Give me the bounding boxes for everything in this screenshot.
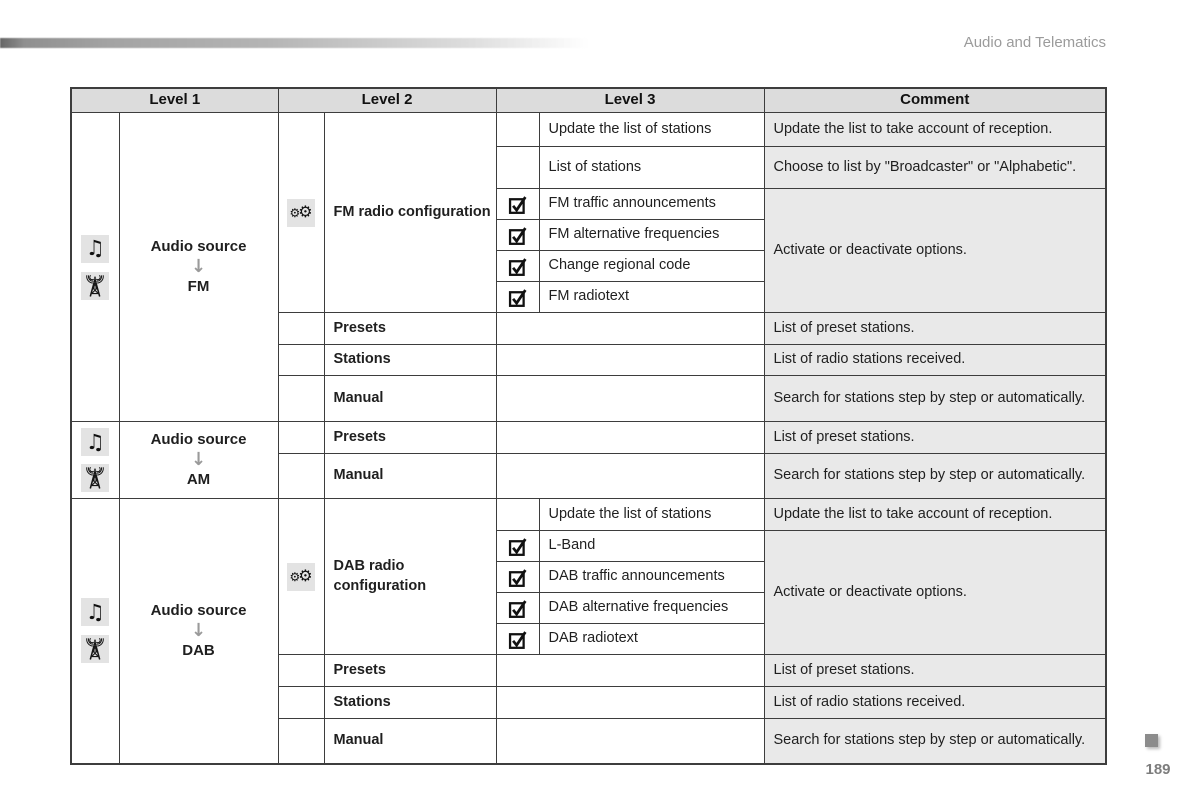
level2-item-label: Presets xyxy=(324,655,496,687)
level2-icon-cell-empty xyxy=(278,376,324,422)
level3-item-label: FM radiotext xyxy=(539,282,764,313)
audio-source-label: Audio source xyxy=(150,601,247,619)
gears-icon: ⚙⚙ xyxy=(287,199,315,227)
level3-icon-cell-empty xyxy=(496,113,539,147)
level2-item-label: Presets xyxy=(324,313,496,345)
checkbox-checked-icon xyxy=(496,220,539,251)
col-header-comment: Comment xyxy=(764,88,1106,113)
checkbox-checked-icon xyxy=(496,189,539,220)
comment-text: Update the list to take account of reception. xyxy=(764,499,1106,531)
level2-icon-cell-empty xyxy=(278,454,324,499)
level3-icon-cell-empty xyxy=(496,499,539,531)
band-label: FM xyxy=(187,278,210,295)
down-arrow-icon: ↓ xyxy=(190,256,207,277)
level2-icon-cell-empty xyxy=(278,719,324,764)
comment-text: Activate or deactivate options. xyxy=(764,531,1106,655)
level2-item-label: Manual xyxy=(324,719,496,764)
level2-icon-cell-empty xyxy=(278,687,324,719)
comment-text: Search for stations step by step or automatically. xyxy=(764,454,1106,499)
fm-source-icons-cell xyxy=(71,113,119,422)
level3-item-label: DAB radiotext xyxy=(539,624,764,655)
corner-marker xyxy=(1145,734,1158,747)
dab-config-icon-cell xyxy=(278,499,324,655)
dab-source-icons-cell xyxy=(71,499,119,764)
comment-text: List of radio stations received. xyxy=(764,345,1106,376)
level2-icon-cell-empty xyxy=(278,655,324,687)
level2-item-label: Manual xyxy=(324,376,496,422)
level3-icon-cell-empty xyxy=(496,147,539,189)
comment-text: Search for stations step by step or automatically. xyxy=(764,719,1106,764)
checkbox-checked-icon xyxy=(496,282,539,313)
level2-icon-cell-empty xyxy=(278,313,324,345)
level3-item-label: L-Band xyxy=(539,531,764,562)
band-label: AM xyxy=(186,471,211,488)
level2-item-label: Presets xyxy=(324,422,496,454)
level3-item-label: List of stations xyxy=(539,147,764,189)
page-number: 189 xyxy=(1145,761,1171,778)
comment-text: List of radio stations received. xyxy=(764,687,1106,719)
comment-text: List of preset stations. xyxy=(764,422,1106,454)
comment-text: List of preset stations. xyxy=(764,313,1106,345)
comment-text: List of preset stations. xyxy=(764,655,1106,687)
comment-text: Search for stations step by step or automatically. xyxy=(764,376,1106,422)
level3-cell-empty xyxy=(496,719,764,764)
gears-icon: ⚙⚙ xyxy=(287,563,315,591)
level3-item-label: Change regional code xyxy=(539,251,764,282)
am-audio-source-cell xyxy=(119,422,278,499)
level3-cell-empty xyxy=(496,655,764,687)
down-arrow-icon: ↓ xyxy=(190,619,207,641)
music-note-icon: ♫ xyxy=(81,428,109,456)
level3-cell-empty xyxy=(496,454,764,499)
checkbox-checked-icon xyxy=(496,531,539,562)
level3-item-label: DAB traffic announcements xyxy=(539,562,764,593)
audio-source-label: Audio source xyxy=(150,237,247,255)
level2-icon-cell-empty xyxy=(278,422,324,454)
checkbox-checked-icon xyxy=(496,624,539,655)
table-row xyxy=(71,499,1106,531)
radio-menu-table xyxy=(70,87,1107,765)
level3-cell-empty xyxy=(496,376,764,422)
comment-text: Update the list to take account of reception. xyxy=(764,113,1106,147)
level3-cell-empty xyxy=(496,422,764,454)
level2-item-label: Stations xyxy=(324,345,496,376)
table-row xyxy=(71,113,1106,147)
level3-cell-empty xyxy=(496,313,764,345)
antenna-icon xyxy=(81,635,109,663)
level3-item-label: FM traffic announcements xyxy=(539,189,764,220)
band-label: DAB xyxy=(182,641,215,659)
dab-audio-source-cell xyxy=(119,499,278,764)
top-gradient-rule xyxy=(0,38,600,48)
checkbox-checked-icon xyxy=(496,562,539,593)
am-source-icons-cell xyxy=(71,422,119,499)
section-title: Audio and Telematics xyxy=(963,34,1106,51)
audio-source-label: Audio source xyxy=(150,430,247,448)
level2-item-label: Manual xyxy=(324,454,496,499)
antenna-icon xyxy=(81,272,109,300)
antenna-icon xyxy=(81,464,109,492)
table-header-row xyxy=(71,88,1106,113)
comment-text: Activate or deactivate options. xyxy=(764,189,1106,313)
level2-item-label: Stations xyxy=(324,687,496,719)
col-header-level3: Level 3 xyxy=(496,88,764,113)
fm-config-label: FM radio configuration xyxy=(324,113,496,313)
level3-item-label: FM alternative frequencies xyxy=(539,220,764,251)
dab-config-label: DAB radio configuration xyxy=(324,499,496,655)
fm-config-icon-cell xyxy=(278,113,324,313)
checkbox-checked-icon xyxy=(496,593,539,624)
level3-cell-empty xyxy=(496,345,764,376)
level3-item-label: DAB alternative frequencies xyxy=(539,593,764,624)
fm-audio-source-cell xyxy=(119,113,278,422)
level3-item-label: Update the list of stations xyxy=(539,113,764,147)
music-note-icon: ♫ xyxy=(81,235,109,263)
music-note-icon: ♫ xyxy=(81,598,109,626)
level2-icon-cell-empty xyxy=(278,345,324,376)
checkbox-checked-icon xyxy=(496,251,539,282)
table-row xyxy=(71,422,1106,454)
col-header-level2: Level 2 xyxy=(278,88,496,113)
level3-cell-empty xyxy=(496,687,764,719)
level3-item-label: Update the list of stations xyxy=(539,499,764,531)
comment-text: Choose to list by "Broadcaster" or "Alphabetic". xyxy=(764,147,1106,189)
down-arrow-icon: ↓ xyxy=(190,449,207,470)
col-header-level1: Level 1 xyxy=(71,88,278,113)
